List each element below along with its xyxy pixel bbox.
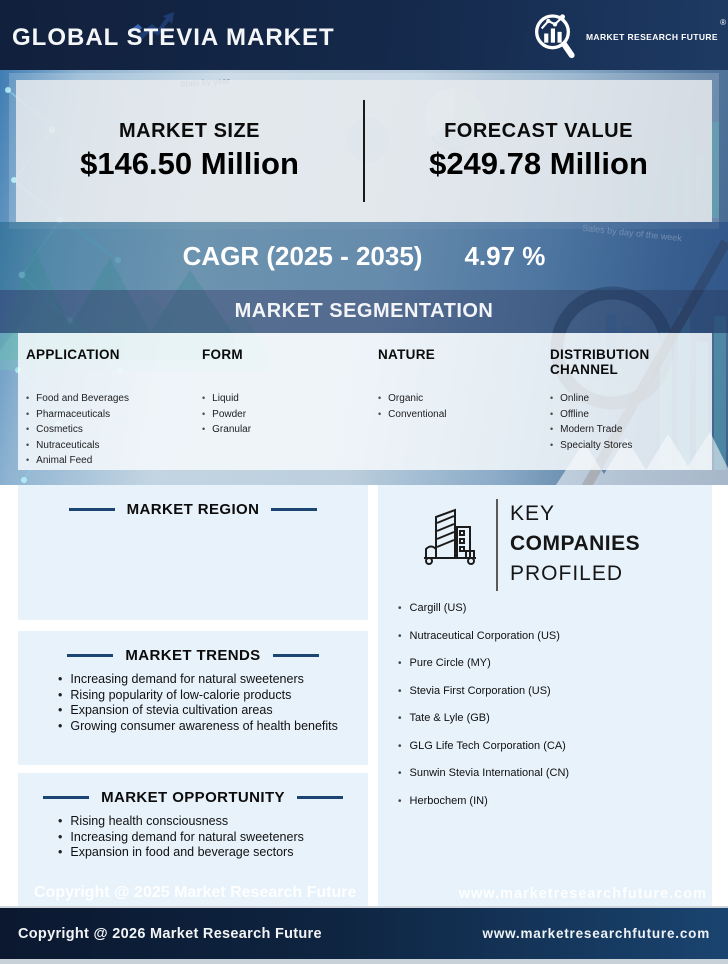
key-companies-line3: PROFILED [510, 562, 624, 585]
market-region-title-row [18, 485, 368, 518]
segmentation-column-form [202, 347, 378, 470]
segmentation-heading-form: FORM [202, 347, 243, 362]
segmentation-column-application [26, 347, 202, 470]
market-trends-list [18, 672, 368, 734]
title-dash-right [273, 654, 319, 657]
brand-name: MARKET RESEARCH FUTURE [585, 32, 718, 42]
market-trends-title-row [18, 631, 368, 664]
segmentation-item: • Liquid [202, 391, 378, 407]
market-size-value: $146.50 Million [80, 146, 299, 181]
trend-item: • Increasing demand for natural sweeteners [58, 672, 354, 688]
cagr-label: CAGR (2025 - 2035) [182, 240, 423, 271]
segmentation-heading-nature: NATURE [378, 347, 436, 362]
cagr-value: 4.97 % [464, 240, 546, 271]
segmentation-item: • Offline [550, 407, 712, 423]
title-dash-left [43, 796, 89, 799]
market-size-block [16, 80, 363, 222]
company-item: • Stevia First Corporation (US) [398, 686, 712, 697]
header-bar [0, 0, 728, 70]
segmentation-list-nature [378, 391, 550, 422]
opportunity-item: • Increasing demand for natural sweeteners [58, 830, 354, 846]
footer-bar [0, 906, 728, 959]
market-trends-panel [18, 631, 368, 765]
hero-section [0, 70, 728, 485]
registered-mark: ® [720, 18, 726, 27]
key-companies-line1: KEY [510, 502, 556, 525]
forecast-value-label: FORECAST VALUE [444, 120, 633, 142]
company-item: • Herbochem (IN) [398, 796, 712, 807]
segmentation-heading-application: APPLICATION [26, 347, 120, 362]
title-dash-right [297, 796, 343, 799]
segmentation-list-application [26, 391, 202, 469]
market-opportunity-title-row [18, 773, 368, 806]
segmentation-column-nature [378, 347, 550, 470]
segmentation-title-band [0, 290, 728, 333]
market-size-label: MARKET SIZE [118, 120, 261, 142]
segmentation-item: • Conventional [378, 407, 550, 423]
brand-logo [530, 11, 726, 61]
key-companies-header [378, 499, 712, 591]
trend-item: • Growing consumer awareness of health benefits [58, 719, 354, 735]
body-area [0, 485, 728, 906]
segmentation-item: • Online [550, 391, 712, 407]
company-item: • Cargill (US) [398, 603, 712, 614]
cagr-band [0, 222, 728, 290]
segmentation-panel [18, 333, 712, 470]
page-title: GLOBAL STEVIA MARKET [12, 24, 335, 51]
title-dash-left [67, 654, 113, 657]
segmentation-list-distribution-channel [550, 391, 712, 453]
segmentation-item: • Animal Feed [26, 453, 202, 469]
key-companies-panel [378, 485, 712, 906]
market-region-title: MARKET REGION [126, 501, 260, 518]
trend-item: • Rising popularity of low-calorie products [58, 688, 354, 704]
segmentation-item: • Specialty Stores [550, 438, 712, 454]
footer-bottom-strip [0, 959, 728, 964]
title-dash-right [271, 508, 317, 511]
watermark-url: www.marketresearchfuture.com [458, 886, 707, 902]
market-opportunity-list [18, 814, 368, 861]
segmentation-heading-distribution-channel: DISTRIBUTION CHANNEL [550, 347, 650, 377]
forecast-value-block [365, 80, 712, 222]
segmentation-list-form [202, 391, 378, 438]
company-item: • Nutraceutical Corporation (US) [398, 631, 712, 642]
segmentation-item: • Food and Beverages [26, 391, 202, 407]
magnifier-chart-logo-icon [530, 11, 580, 61]
brand-text-wrap [585, 18, 726, 45]
companies-header-divider [496, 499, 498, 591]
company-item: • GLG Life Tech Corporation (CA) [398, 741, 712, 752]
segmentation-title: MARKET SEGMENTATION [234, 300, 494, 322]
forecast-value-value: $249.78 Million [429, 146, 648, 181]
key-companies-line2: COMPANIES [510, 532, 641, 555]
segmentation-item: • Cosmetics [26, 422, 202, 438]
segmentation-item: • Organic [378, 391, 550, 407]
segmentation-item: • Pharmaceuticals [26, 407, 202, 423]
opportunity-item: • Rising health consciousness [58, 814, 354, 830]
title-dash-left [69, 508, 115, 511]
footer-url[interactable]: www.marketresearchfuture.com [482, 926, 710, 941]
key-companies-title [510, 499, 640, 589]
watermark-copyright: Copyright @ 2025 Market Research Future [34, 884, 357, 901]
trend-item: • Expansion of stevia cultivation areas [58, 703, 354, 719]
segmentation-item: • Powder [202, 407, 378, 423]
market-region-panel [18, 485, 368, 620]
market-opportunity-title: MARKET OPPORTUNITY [101, 789, 285, 806]
segmentation-item: • Modern Trade [550, 422, 712, 438]
company-item: • Sunwin Stevia International (CN) [398, 768, 712, 779]
footer-copyright: Copyright @ 2026 Market Research Future [18, 925, 322, 942]
buildings-icon [422, 503, 478, 565]
segmentation-item: • Granular [202, 422, 378, 438]
market-trends-title: MARKET TRENDS [125, 647, 261, 664]
stats-panel [16, 80, 712, 222]
segmentation-item: • Nutraceuticals [26, 438, 202, 454]
company-item: • Pure Circle (MY) [398, 658, 712, 669]
company-item: • Tate & Lyle (GB) [398, 713, 712, 724]
opportunity-item: • Expansion in food and beverage sectors [58, 845, 354, 861]
segmentation-column-distribution-channel [550, 347, 712, 470]
